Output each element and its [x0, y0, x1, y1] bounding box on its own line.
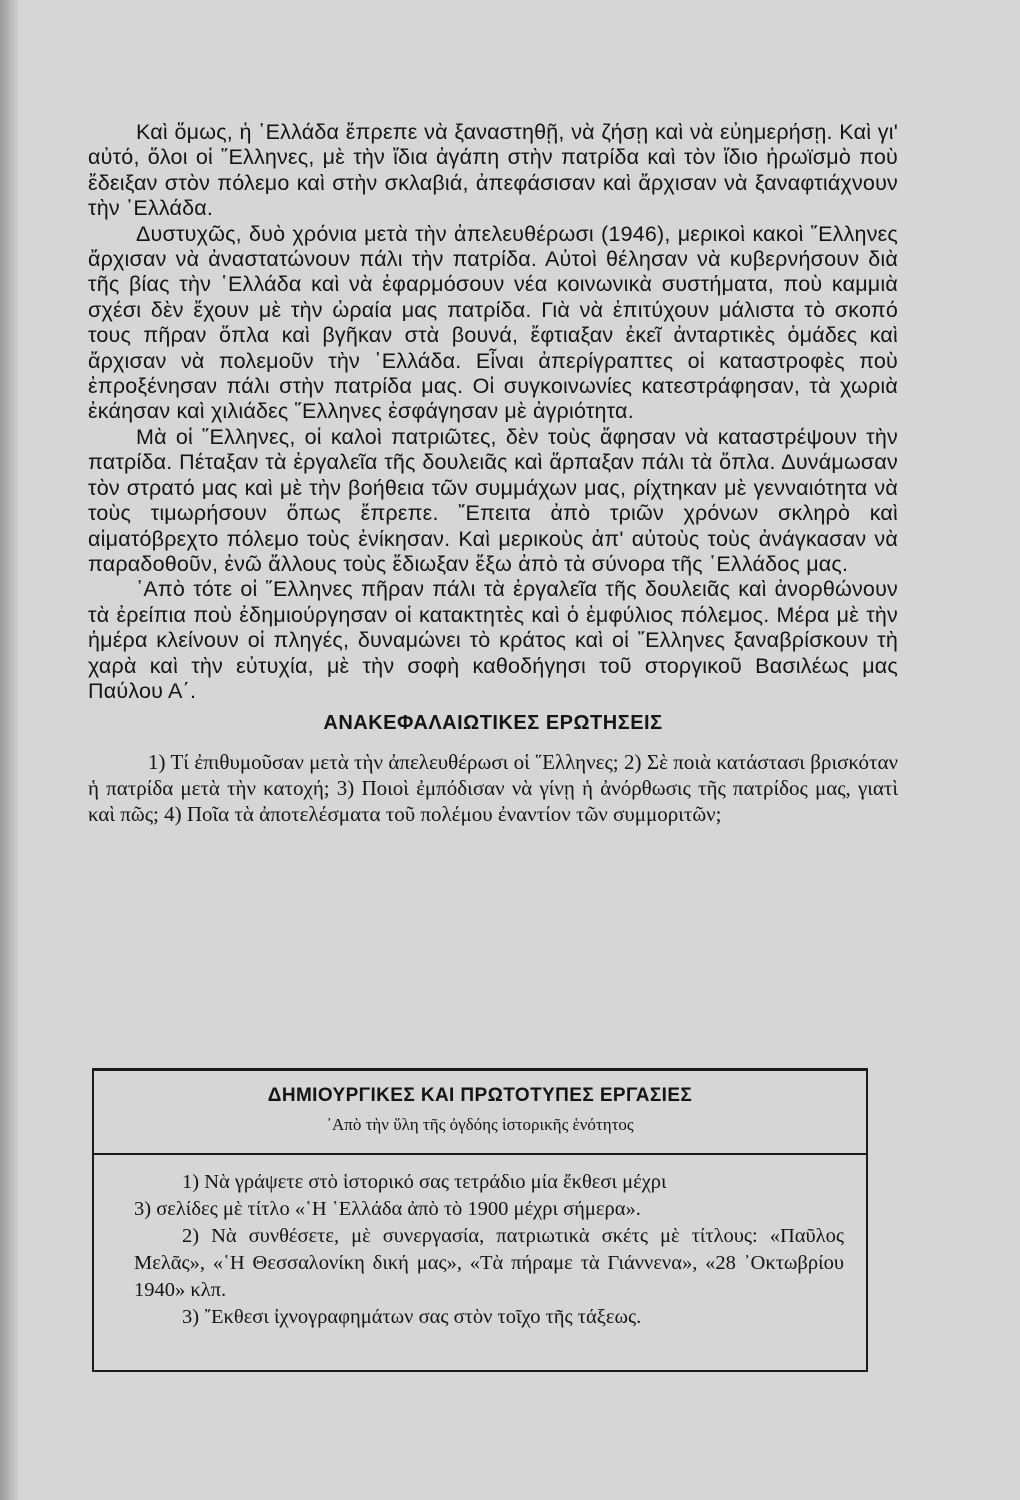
questions-title: ΑΝΑΚΕΦΑΛΑΙΩΤΙΚΕΣ ΕΡΩΤΗΣΕΙΣ — [323, 712, 663, 735]
paragraph-3: Μὰ οἱ ῞Ελληνες, οἱ καλοὶ πατριῶτες, δὲν τοὺς ἄφησαν νὰ καταστρέψουν τὴν πατρίδα. Πέταξαν τὰ ἐργαλεῖα τῆς δουλειᾶς καὶ ἅρπαξαν πάλι τὰ ὅπλα. Δυνάμωσαν τὸν στρατό μας καὶ μὲ τὴν βοήθεια τῶν συμμάχων μας, ρίχτηκαν μὲ γενναιότητα νὰ τοὺς τιμωρήσουν ὅπως ἔπρεπε. ῎Επειτα ἀπὸ τριῶν χρόνων σκληρὸ καὶ αἱματόβρεχτο πόλεμο τοὺς ἐνίκησαν. Καὶ μερικοὺς ἀπ' αὐτοὺς τοὺς ἀνάγκασαν νὰ παραδοθοῦν, ἐνῶ ἄλλους τοὺς ἔδιωξαν ἔξω ἀπὸ τὰ σύνορα τῆς ῾Ελλάδος μας. — [88, 424, 898, 576]
box-body — [94, 1155, 866, 1331]
task-1-line-2: 3) σελίδες μὲ τίτλο «῾Η ῾Ελλάδα ἀπὸ τὸ 1900 μέχρι σήμερα». — [134, 1198, 641, 1220]
paragraph-1: Καὶ ὅμως, ἡ ῾Ελλάδα ἔπρεπε νὰ ξαναστηθῇ, νὰ ζήσῃ καὶ νὰ εὐημερήσῃ. Καὶ γι' αὐτό, ὅλοι οἱ ῞Ελληνες, μὲ τὴν ἴδια ἀγάπη στὴν πατρίδα καὶ τὸν ἴδιο ἡρωϊσμὸ ποὺ ἔδειξαν στὸν πόλεμο καὶ στὴν σκλαβιά, ἀπεφάσισαν καὶ ἄρχισαν νὰ ξαναφτιάχνουν τὴν ῾Ελλάδα. — [88, 120, 898, 221]
paragraph-4: ᾿Απὸ τότε οἱ ῞Ελληνες πῆραν πάλι τὰ ἐργαλεῖα τῆς δουλειᾶς καὶ ἀνορθώνουν τὰ ἐρείπια ποὺ ἐδημιούργησαν οἱ κατακτητὲς καὶ ὁ ἐμφύλιος πόλεμος. Μέρα μὲ τὴν ἡμέρα κλείνουν οἱ πληγές, δυναμώνει τὸ κράτος καὶ οἱ ῞Ελληνες ξαναβρίσκουν τὴ χαρὰ καὶ τὴν εὐτυχία, μὲ τὴν σοφὴ καθοδήγησι τοῦ στοργικοῦ Βασιλέως μας Παύλου Α΄. — [88, 577, 898, 703]
task-1-line-1: 1) Νὰ γράψετε στὸ ἱστορικό σας τετράδιο μία ἔκθεσι μέχρι — [182, 1171, 667, 1193]
paragraph-2: Δυστυχῶς, δυὸ χρόνια μετὰ τὴν ἀπελευθέρωσι (1946), μερικοὶ κακοὶ ῞Ελληνες ἄρχισαν νὰ ἀναστατώνουν πάλι τὴν πατρίδα. Αὐτοὶ θέλησαν νὰ κυβερνήσουν διὰ τῆς βίας τὴν ῾Ελλάδα καὶ νὰ ἐφαρμόσουν νέα κοινωνικὰ συστήματα, ποὺ καμμιὰ σχέσι δὲν ἔχουν μὲ τὴν ὡραία μας πατρίδα. Γιὰ νὰ ἐπιτύχουν μάλιστα τὸ σκοπό τους πῆραν ὅπλα καὶ βγῆκαν στὰ βουνά, ἔφτιαξαν ἐκεῖ ἀνταρτικὲς ὁμάδες καὶ ἄρχισαν νὰ πολεμοῦν τὴν ῾Ελλάδα. Εἶναι ἀπερίγραπτες οἱ καταστροφὲς ποὺ ἐπροξένησαν πάλι στὴν πατρίδα μας. Οἱ συγκοινωνίες κατεστράφησαν, τὰ χωριὰ ἐκάησαν καὶ χιλιάδες ῞Ελληνες ἐσφάγησαν μὲ ἀγριότητα. — [88, 221, 898, 424]
box-subtitle: ᾿Απὸ τὴν ὕλη τῆς ὀγδόης ἱστορικῆς ἑνότητος — [326, 1115, 634, 1134]
task-3: 3) ῎Εκθεσι ἰχνογραφημάτων σας στὸν τοῖχο τῆς τάξεως. — [182, 1306, 642, 1328]
questions-text: 1) Τί ἐπιθυμοῦσαν μετὰ τὴν ἀπελευθέρωσι οἱ ῞Ελληνες; 2) Σὲ ποιὰ κατάστασι βρισκόταν ἡ πατρίδα μετὰ τὴν κατοχή; 3) Ποιοὶ ἐμπόδισαν νὰ γίνῃ ἡ ἀνόρθωσις τῆς πατρίδος μας, γιατὶ καὶ πῶς; 4) Ποῖα τὰ ἀποτελέσματα τοῦ πολέμου ἐναντίον τῶν συμμοριτῶν; — [88, 750, 898, 827]
main-text — [88, 120, 898, 827]
box-title: ΔΗΜΙΟΥΡΓΙΚΕΣ ΚΑΙ ΠΡΩΤΟΤΥΠΕΣ ΕΡΓΑΣΙΕΣ — [267, 1085, 693, 1106]
task-2: 2) Νὰ συνθέσετε, μὲ συνεργασία, πατριωτικὰ σκέτς μὲ τίτλους: «Παῦλος Μελᾶς», «῾Η Θεσσαλονίκη δική μας», «Τὰ πήραμε τὰ Γιάννενα», «28 ᾿Οκτωβρίου 1940» κλπ. — [134, 1225, 844, 1301]
page-binding-edge — [0, 0, 18, 1500]
creative-tasks-box — [92, 1068, 868, 1372]
